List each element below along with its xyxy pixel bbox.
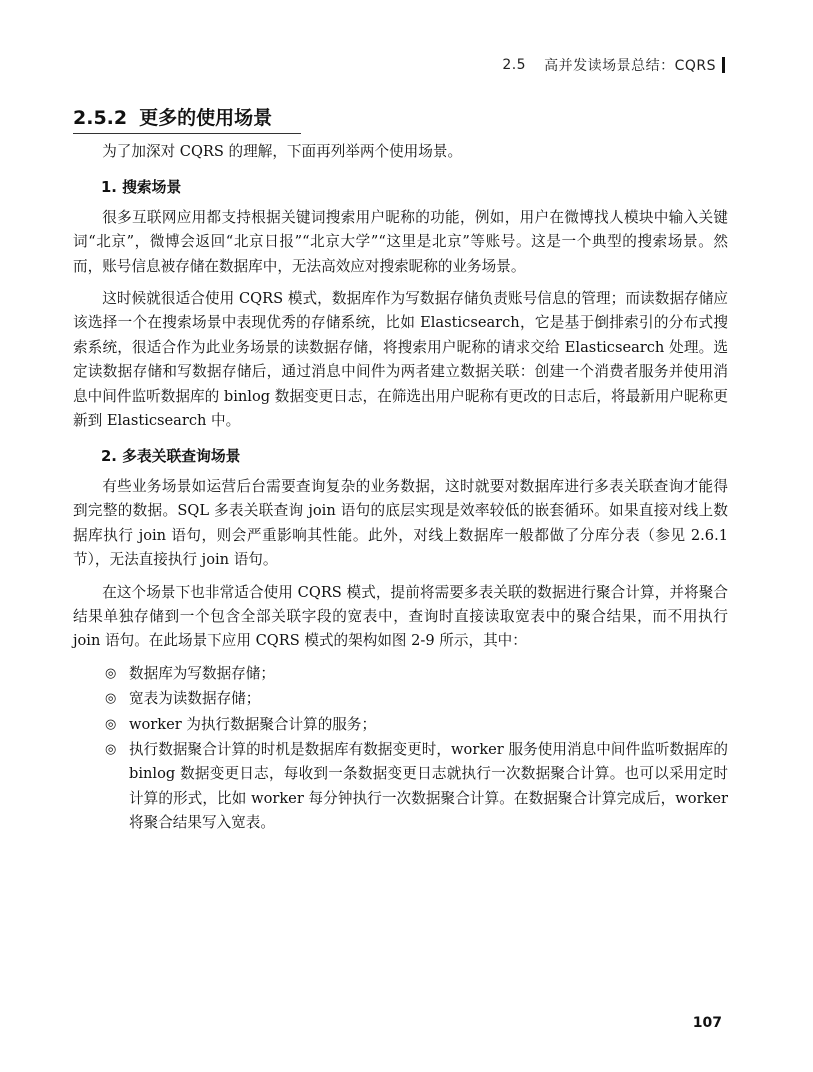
scenario-2-heading: 2. 多表关联查询场景: [101, 448, 241, 466]
scenario-2-paragraph-1: 有些业务场景如运营后台需要查询复杂的业务数据，这时就要对数据库进行多表关联查询才能得到完整的数据。SQL 多表关联查询 join 语句的底层实现是效率较低的嵌套循环。如果直接对线上数据库执行 join 语句，则会严重影响其性能。此外，对线上数据库一般都做了分库分表（参见 2.6.1 节），无法直接执行 join 语句。: [73, 477, 728, 569]
list-item: [105, 687, 728, 711]
list-item: [105, 713, 728, 737]
section-title: 更多的使用场景: [139, 107, 273, 129]
running-header-section: 2.5: [502, 57, 527, 73]
scenario-2-paragraph-2: 在这个场景下也非常适合使用 CQRS 模式，提前将需要多表关联的数据进行聚合计算，并将聚合结果单独存储到一个包含全部关联字段的宽表中，查询时直接读取宽表中的聚合结果，而不用执行 join 语句。在此场景下应用 CQRS 模式的架构如图 2-9 所示，其中：: [73, 583, 728, 650]
bullet-list: [73, 662, 728, 836]
intro-paragraph: 为了加深对 CQRS 的理解，下面再列举两个使用场景。: [102, 143, 463, 160]
section-number: 2.5.2: [73, 107, 128, 129]
page-number: 107: [692, 1015, 722, 1031]
list-item-text: 数据库为写数据存储；: [129, 664, 275, 682]
page-body: [73, 140, 728, 837]
list-item-text: worker 为执行数据聚合计算的服务；: [129, 715, 377, 733]
section-heading: [73, 103, 301, 134]
bullet-mark-icon: ◎: [105, 691, 117, 707]
scenario-1-paragraph-1: 很多互联网应用都支持根据关键词搜索用户昵称的功能，例如，用户在微博找人模块中输入关键词“北京”，微博会返回“北京日报”“北京大学”“这里是北京”等账号。这是一个典型的搜索场景。然而，账号信息被存储在数据库中，无法高效应对搜索昵称的业务场景。: [73, 208, 728, 275]
bullet-mark-icon: ◎: [105, 716, 117, 732]
list-item: [105, 662, 728, 686]
list-item-text: 执行数据聚合计算的时机是数据库有数据变更时，worker 服务使用消息中间件监听数据库的 binlog 数据变更日志，每收到一条数据变更日志就执行一次数据聚合计算。也可以采用定时计算的形式，比如 worker 每分钟执行一次数据聚合计算。在数据聚合计算完成后，worker 将聚合结果写入宽表。: [129, 740, 728, 832]
header-bar-decoration: [722, 57, 725, 73]
list-item: [105, 738, 728, 836]
scenario-1-heading: 1. 搜索场景: [101, 179, 182, 197]
bullet-mark-icon: ◎: [105, 741, 117, 757]
list-item-text: 宽表为读数据存储；: [129, 690, 261, 708]
scenario-1-paragraph-2: 这时候就很适合使用 CQRS 模式，数据库作为写数据存储负责账号信息的管理；而读数据存储应该选择一个在搜索场景中表现优秀的存储系统，比如 Elasticsearch，它是基于倒排索引的分布式搜索系统，很适合作为此业务场景的读数据存储，将搜索用户昵称的请求交给 Elasticsearch 处理。选定读数据存储和写数据存储后，通过消息中间件为两者建立数据关联：创建一个消费者服务并使用消息中间件监听数据库的 binlog 数据变更日志，在筛选出用户昵称有更改的日志后，将最新用户昵称更新到 Elasticsearch 中。: [73, 290, 728, 430]
bullet-mark-icon: ◎: [105, 665, 117, 681]
running-header-title: 高并发读场景总结：CQRS: [544, 58, 716, 74]
running-header: [502, 55, 725, 75]
